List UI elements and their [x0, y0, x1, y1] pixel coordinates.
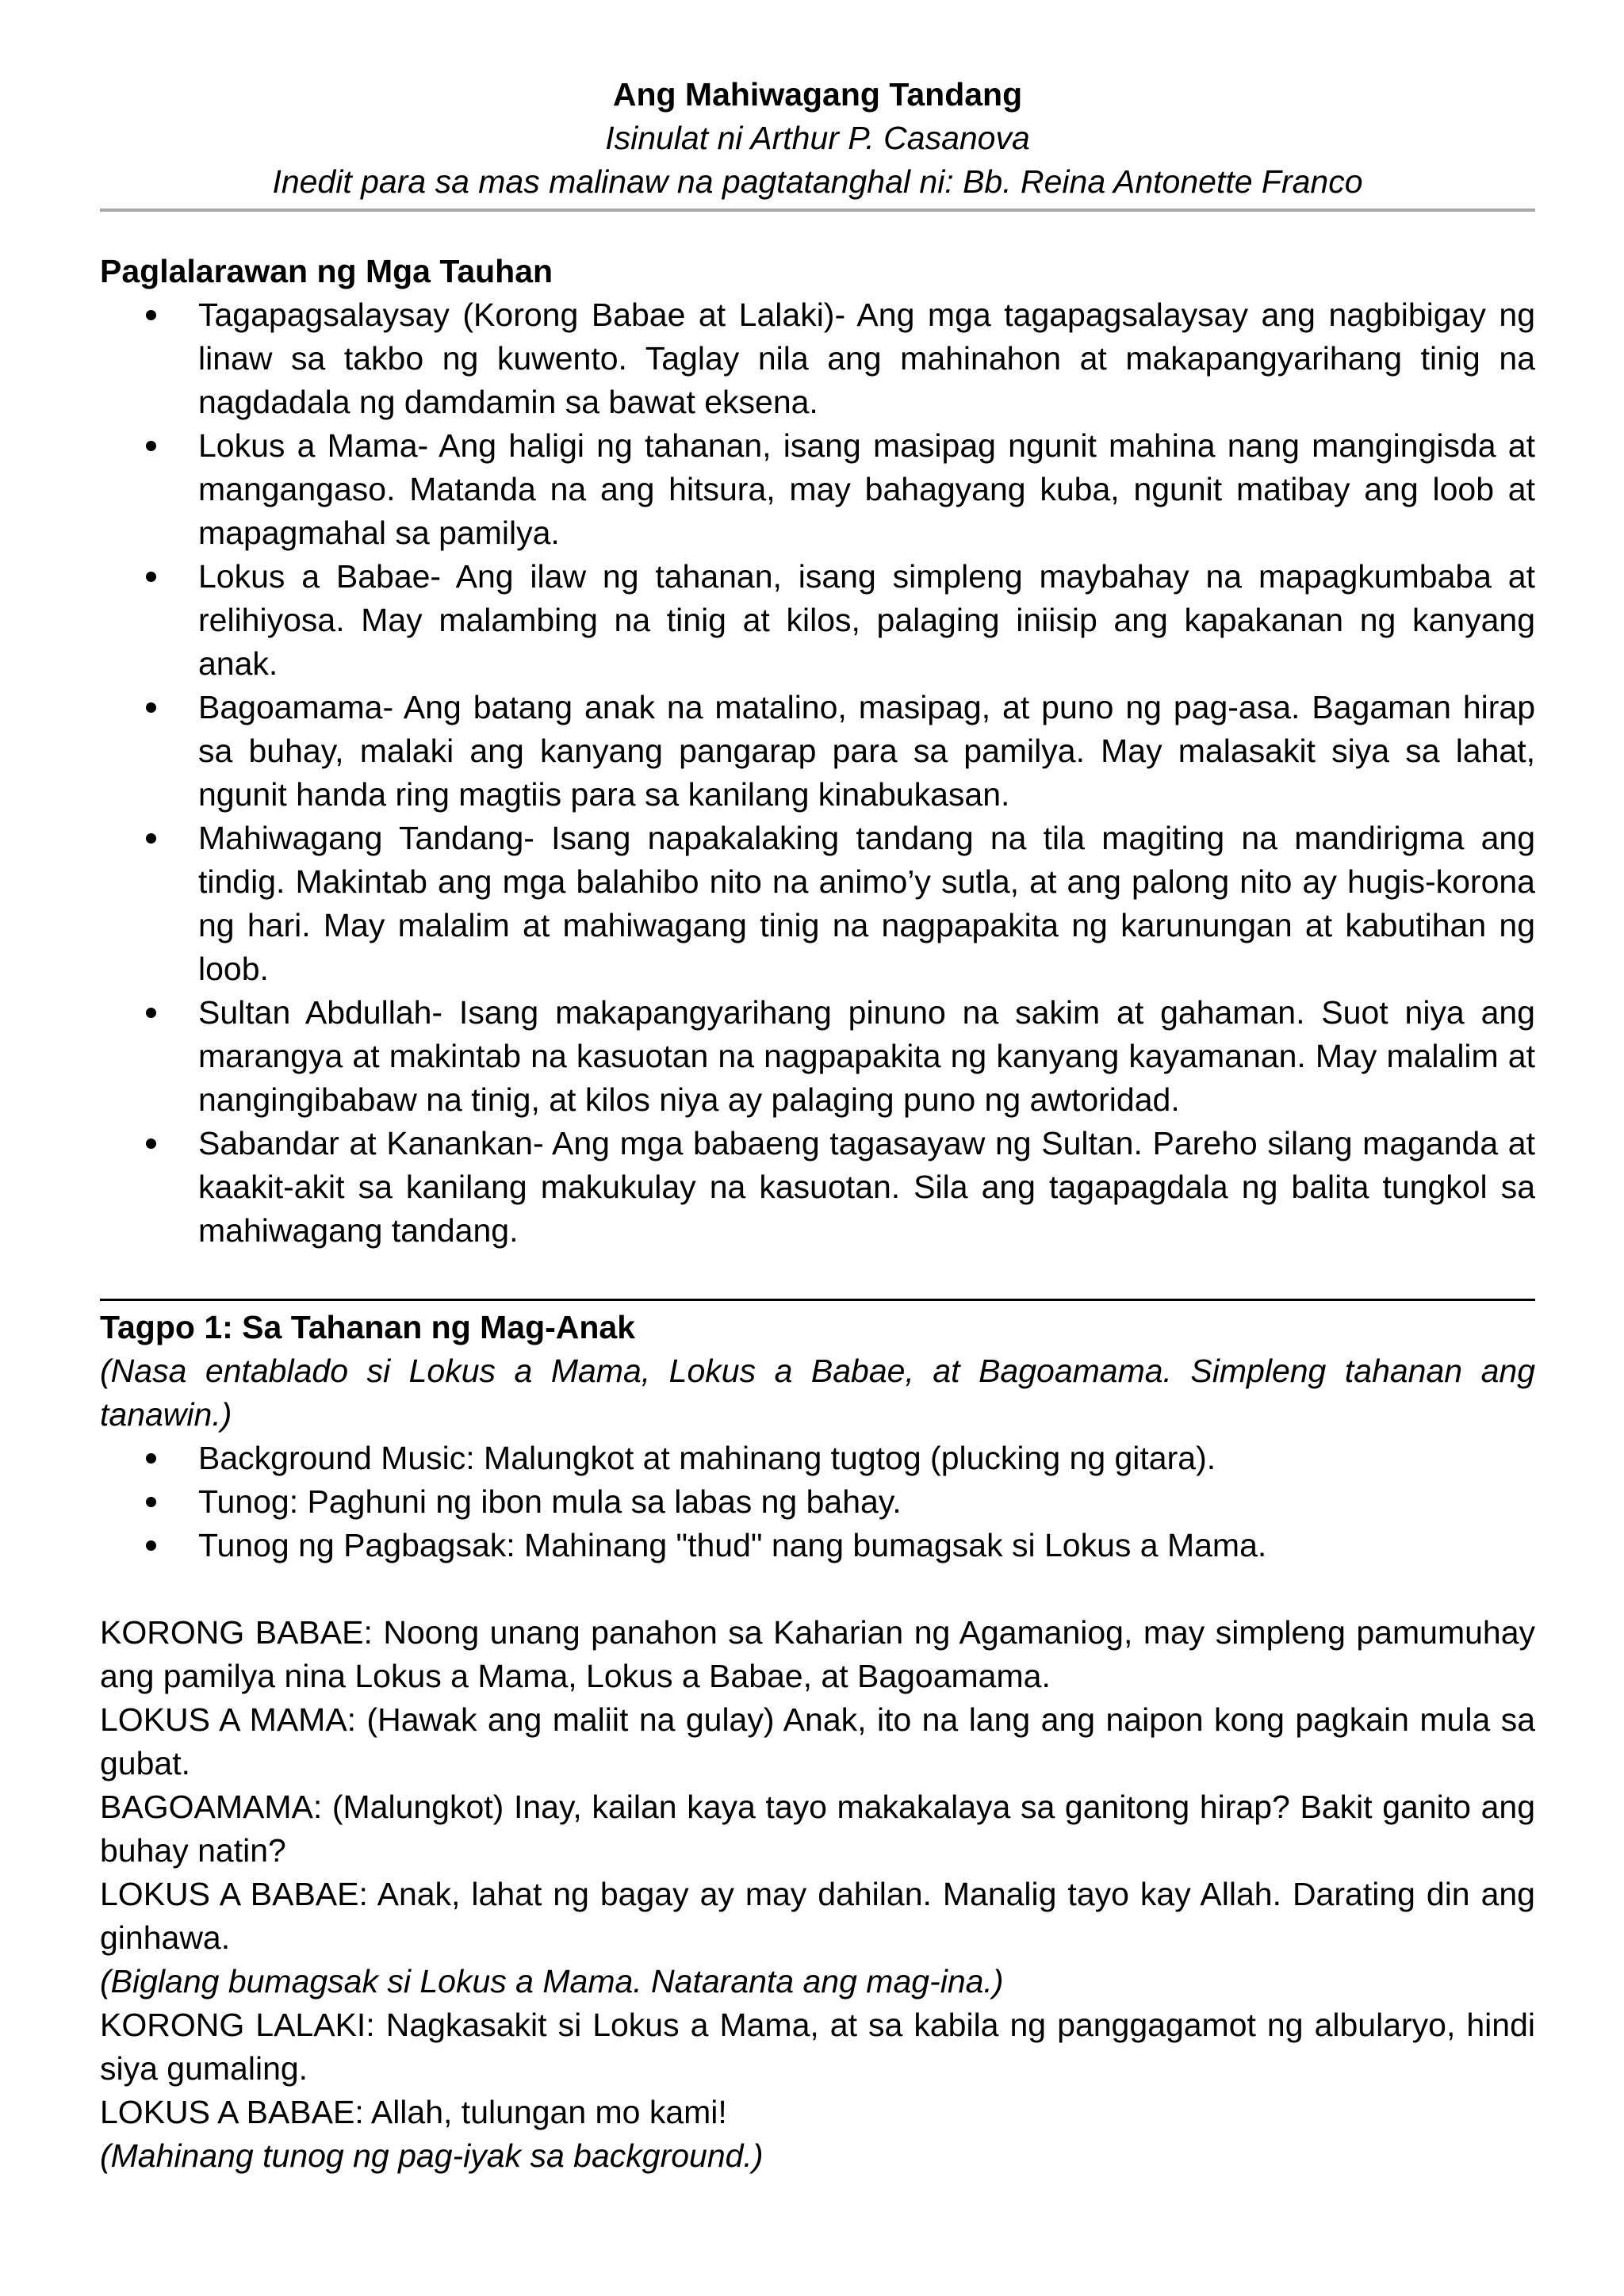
list-item	[100, 1480, 1535, 1524]
bullet-icon	[146, 572, 156, 582]
character-description: Bagoamama- Ang batang anak na matalino, masipag, at puno ng pag-asa. Bagaman hirap sa buhay, malaki ang kanyang pangarap para sa pamilya. May malasakit siya sa lahat, ngunit handa ring magtiis para sa kanilang kinabukasan.	[198, 689, 1535, 813]
dialogue-line: BAGOAMAMA: (Malungkot) Inay, kailan kaya tayo makakalaya sa ganitong hirap? Bakit ganito ang buhay natin?	[100, 1789, 1535, 1869]
bullet-icon	[146, 1497, 156, 1507]
stage-direction: (Biglang bumagsak si Lokus a Mama. Nataranta ang mag-ina.)	[100, 1963, 1004, 1999]
sound-cue: Tunog: Paghuni ng ibon mula sa labas ng bahay.	[198, 1483, 902, 1520]
section-divider	[100, 1299, 1535, 1301]
dialogue-line: LOKUS A MAMA: (Hawak ang maliit na gulay) Anak, ito na lang ang naipon kong pagkain mula sa gubat.	[100, 1701, 1535, 1781]
stage-direction: (Mahinang tunog ng pag-iyak sa background.)	[100, 2137, 764, 2174]
list-item	[100, 686, 1535, 817]
list-item	[100, 1122, 1535, 1253]
character-description: Sabandar at Kanankan- Ang mga babaeng tagasayaw ng Sultan. Pareho silang maganda at kaakit-akit sa kanilang makukulay na kasuotan. Sila ang tagapagdala ng balita tungkol sa mahiwagang tandang.	[198, 1125, 1535, 1249]
sound-cue: Background Music: Malungkot at mahinang tugtog (plucking ng gitara).	[198, 1440, 1216, 1476]
bullet-icon	[146, 441, 156, 451]
character-description: Tagapagsalaysay (Korong Babae at Lalaki)- Ang mga tagapagsalaysay ang nagbibigay ng linaw sa takbo ng kuwento. Taglay nila ang mahinahon at makapangyarihang tinig na nagdadala ng damdamin sa bawat eksena.	[198, 297, 1535, 420]
dialogue-line: KORONG LALAKI: Nagkasakit si Lokus a Mama, at sa kabila ng panggagamot ng albularyo, hindi siya gumaling.	[100, 2007, 1535, 2087]
character-description: Mahiwagang Tandang- Isang napakalaking tandang na tila magiting na mandirigma ang tindig. Makintab ang mga balahibo nito na animo’y sutla, at ang palong nito ay hugis-korona ng hari. May malalim at mahiwagang tinig na nagpapakita ng karunungan at kabutihan ng loob.	[198, 820, 1535, 987]
sound-cues-list	[100, 1437, 1535, 1567]
list-item	[100, 555, 1535, 686]
sound-cue: Tunog ng Pagbagsak: Mahinang "thud" nang bumagsak si Lokus a Mama.	[198, 1527, 1267, 1563]
list-item	[100, 293, 1535, 424]
spacer	[100, 1567, 1535, 1611]
bullet-icon	[146, 1540, 156, 1551]
document-content	[100, 73, 1535, 2178]
list-item	[100, 817, 1535, 991]
author-line: Isinulat ni Arthur P. Casanova	[605, 120, 1030, 156]
bullet-icon	[146, 1008, 156, 1018]
dialogue-line: KORONG BABAE: Noong unang panahon sa Kaharian ng Agamaniog, may simpleng pamumuhay ang pamilya nina Lokus a Mama, Lokus a Babae, at Bagoamama.	[100, 1614, 1535, 1694]
title-divider	[100, 209, 1535, 212]
scene-heading: Tagpo 1: Sa Tahanan ng Mag-Anak	[100, 1309, 636, 1345]
dialogue-line: LOKUS A BABAE: Allah, tulungan mo kami!	[100, 2094, 727, 2130]
list-item	[100, 1437, 1535, 1480]
character-description: Lokus a Mama- Ang haligi ng tahanan, isang masipag ngunit mahina nang mangingisda at mangangaso. Matanda na ang hitsura, may bahagyang kuba, ngunit matibay ang loob at mapagmahal sa pamilya.	[198, 427, 1535, 551]
bullet-icon	[146, 310, 156, 320]
title-block	[100, 73, 1535, 204]
list-item	[100, 1524, 1535, 1567]
bullet-icon	[146, 833, 156, 844]
characters-heading: Paglalarawan ng Mga Tauhan	[100, 253, 553, 289]
document-title: Ang Mahiwagang Tandang	[612, 76, 1023, 113]
bullet-icon	[146, 702, 156, 713]
bullet-icon	[146, 1453, 156, 1464]
character-description: Sultan Abdullah- Isang makapangyarihang pinuno na sakim at gahaman. Suot niya ang marangya at makintab na kasuotan na nagpapakita ng kanyang kayamanan. May malalim at nangingibabaw na tinig, at kilos niya ay palaging puno ng awtoridad.	[198, 994, 1535, 1118]
character-description: Lokus a Babae- Ang ilaw ng tahanan, isang simpleng maybahay na mapagkumbaba at relihiyosa. May malambing na tinig at kilos, palaging iniisip ang kapakanan ng kanyang anak.	[198, 558, 1535, 682]
list-item	[100, 991, 1535, 1122]
bullet-icon	[146, 1138, 156, 1149]
list-item	[100, 424, 1535, 555]
dialogue-line: LOKUS A BABAE: Anak, lahat ng bagay ay may dahilan. Manalig tayo kay Allah. Darating din ang ginhawa.	[100, 1876, 1535, 1956]
dialogue-block	[100, 1611, 1535, 2178]
stage-direction: (Nasa entablado si Lokus a Mama, Lokus a Babae, at Bagoamama. Simpleng tahanan ang tanawin.)	[100, 1353, 1535, 1433]
editor-line: Inedit para sa mas malinaw na pagtatanghal ni: Bb. Reina Antonette Franco	[272, 163, 1363, 200]
characters-list	[100, 293, 1535, 1253]
